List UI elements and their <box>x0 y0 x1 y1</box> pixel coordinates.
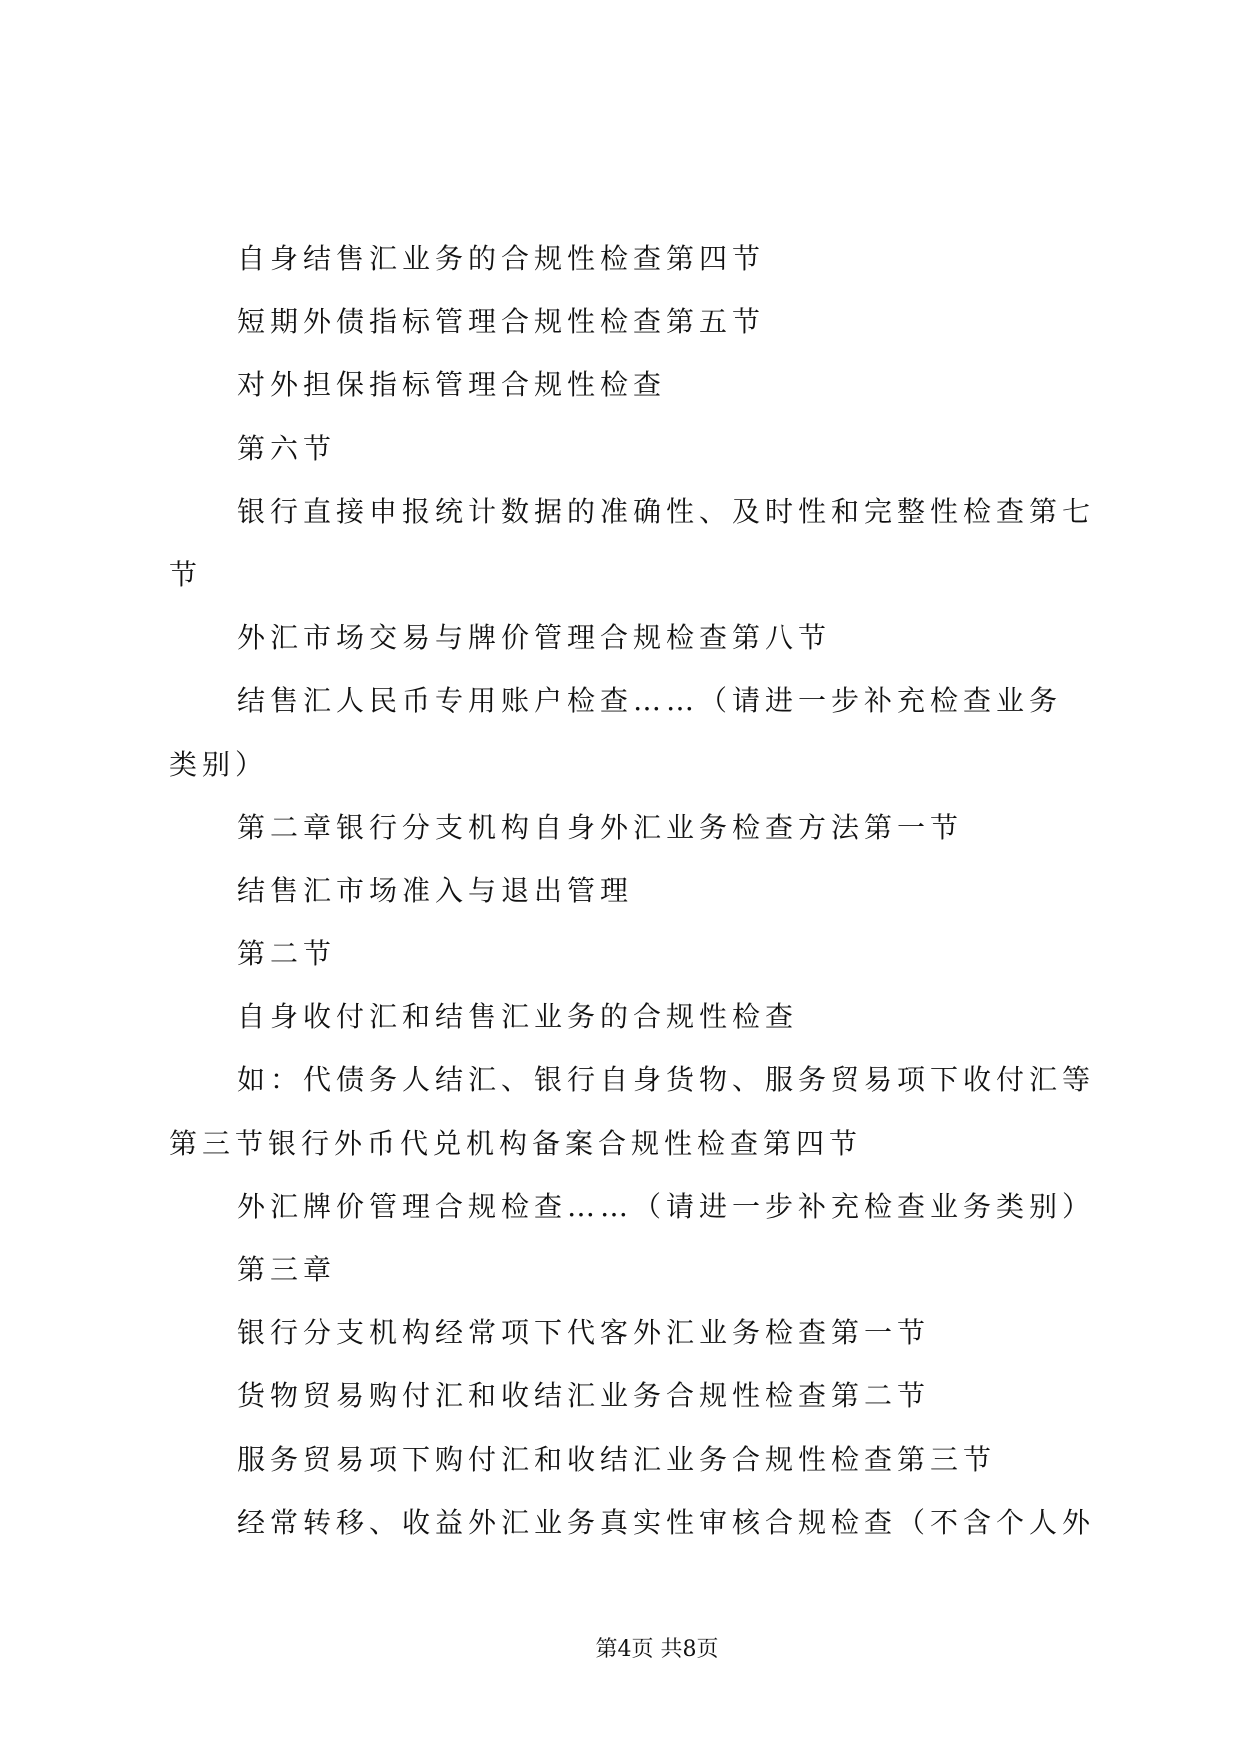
paragraph <box>169 1175 1169 1238</box>
paragraph <box>169 1301 1169 1364</box>
text-line: 短期外债指标管理合规性检查第五节 <box>237 305 766 339</box>
text-line: 自身结售汇业务的合规性检查第四节 <box>237 242 766 275</box>
text-line: 类别） <box>169 747 269 781</box>
paragraph <box>169 1048 1169 1174</box>
text-line: 对外担保指标管理合规性检查 <box>237 368 667 402</box>
text-line: 节 <box>169 557 203 591</box>
text-line: 外汇牌价管理合规检查……（请进一步补充检查业务类别） <box>237 1189 1096 1223</box>
paragraph <box>169 985 1169 1048</box>
paragraph <box>169 606 1169 669</box>
section-heading <box>169 417 1169 480</box>
page-number: 第4页 共8页 <box>595 1637 719 1662</box>
paragraph <box>169 353 1169 416</box>
text-line: 银行分支机构经常项下代客外汇业务检查第一节 <box>237 1316 931 1350</box>
section-heading <box>169 922 1169 985</box>
paragraph <box>169 480 1169 606</box>
paragraph <box>169 290 1169 353</box>
text-line: 第三章 <box>237 1253 337 1286</box>
text-line: 服务贸易项下购付汇和收结汇业务合规性检查第三节 <box>237 1442 997 1476</box>
paragraph <box>169 1428 1169 1491</box>
text-line: 货物贸易购付汇和收结汇业务合规性检查第二节 <box>237 1379 931 1413</box>
text-line: 自身收付汇和结售汇业务的合规性检查 <box>237 1000 799 1034</box>
chapter-heading <box>169 796 1169 859</box>
chapter-heading <box>169 1238 1169 1301</box>
page-footer <box>557 1635 757 1665</box>
text-line: 第三节银行外币代兑机构备案合规性检查第四节 <box>169 1126 863 1160</box>
paragraph <box>169 1491 1169 1554</box>
paragraph <box>169 1364 1169 1427</box>
text-line: 第二节 <box>237 937 337 971</box>
text-line: 结售汇市场准入与退出管理 <box>237 873 634 907</box>
text-line: 结售汇人民币专用账户检查……（请进一步补充检查业务 <box>237 684 1063 718</box>
text-line: 经常转移、收益外汇业务真实性审核合规检查（不含个人外 <box>237 1505 1096 1539</box>
text-line: 第六节 <box>237 431 337 465</box>
paragraph <box>169 669 1169 795</box>
document-body <box>169 227 1169 1554</box>
text-line: 第二章银行分支机构自身外汇业务检查方法第一节 <box>237 810 964 844</box>
text-line: 如：代债务人结汇、银行自身货物、服务贸易项下收付汇等 <box>237 1063 1096 1097</box>
text-line: 外汇市场交易与牌价管理合规检查第八节 <box>237 621 832 655</box>
paragraph <box>169 227 1169 290</box>
text-line: 银行直接申报统计数据的准确性、及时性和完整性检查第七 <box>237 494 1096 528</box>
paragraph <box>169 859 1169 922</box>
